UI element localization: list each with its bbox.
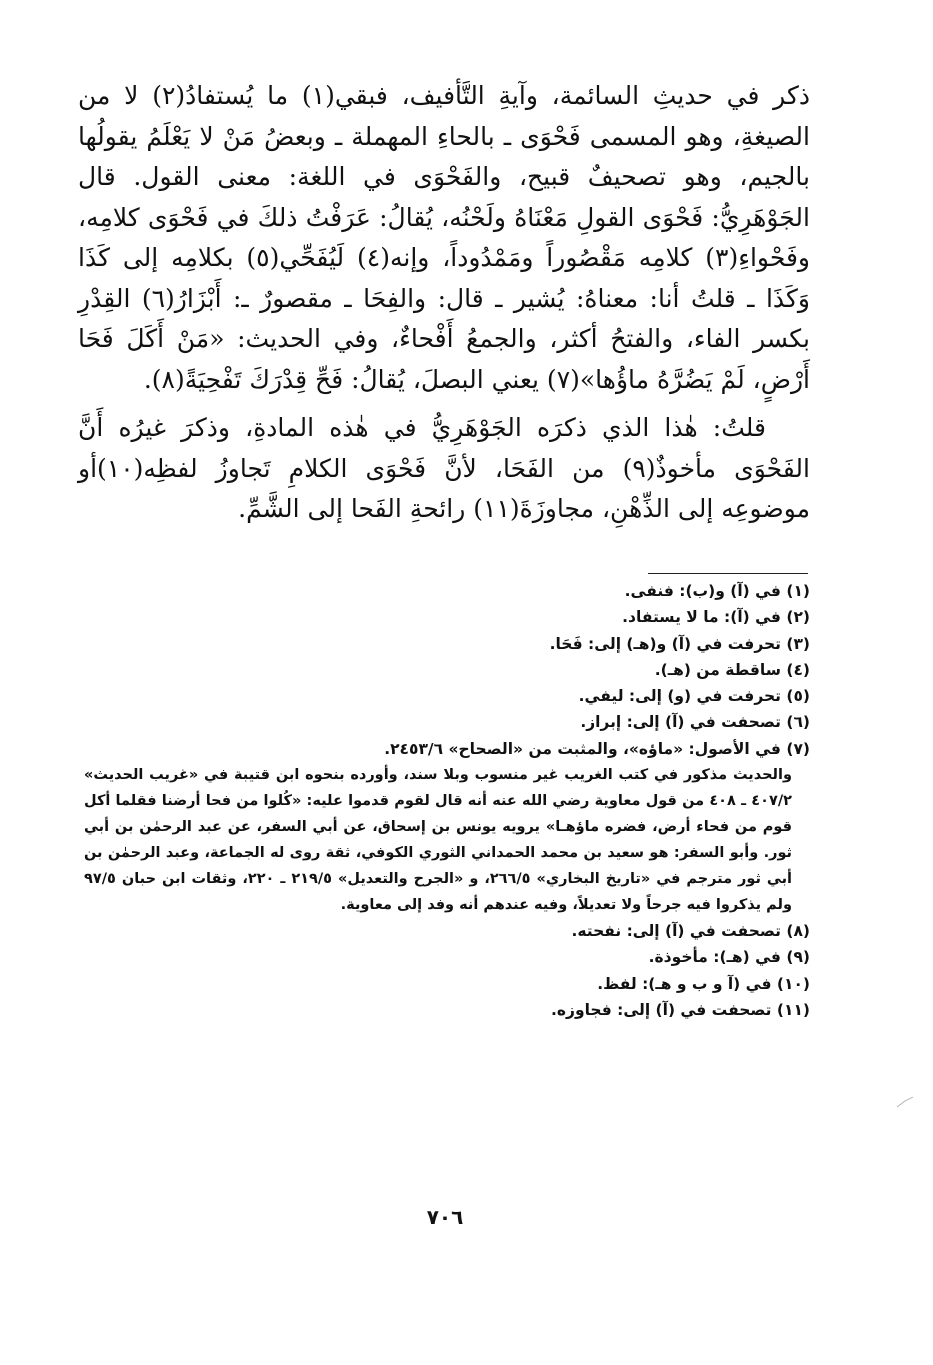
footnote-5: (٥) تحرفت في (و) إلى: ليفي.	[578, 687, 810, 706]
footnote-1: (١) في (آ) و(ب): فنفى.	[624, 582, 810, 600]
footnote-4: (٤) ساقطة من (هـ).	[654, 660, 810, 679]
footnote-7: (٧) في الأصول: «ماؤه»، والمثبت من «الصحاح» ٢٤٥٣/٦.	[384, 739, 810, 758]
footnote-10: (١٠) في (آ و ب و هـ): لفظ.	[597, 974, 810, 993]
footnote-8: (٨) تصحفت في (آ) إلى: نفحته.	[571, 922, 810, 941]
footnote-3: (٣) تحرفت في (آ) و(هـ) إلى: فَحَا.	[549, 634, 810, 653]
footnote-7-detail: والحديث مذكور في كتب الغريب غير منسوب وبلا سند، وأورده بنحوه ابن قتيبة في «غريب الحديث» ٤٠٧/٢ ـ ٤٠٨ من قول معاوية رضي الله عنه أنه قال لقوم قدموا عليه: «كُلوا من فحا أرضنا فقلما أكل قوم من فحاء أرض، فضره ماؤهـا» يرويه يونس بن إسحاق، عن أبي السفر، عن عبد الرحمٰن بن أبي ثور. وأبو السفر: هو سعيد بن محمد الحمداني الثوري الكوفي، ثقة روى له الجماعة، وعبد الرحمٰن بن أبي ثور مترجم في «تاريخ البخاري» ٢٦٦/٥، و «الجرح والتعديل» ٢١٩/٥ ـ ٢٢٠، وثقات ابن حبان ٩٧/٥ ولم يذكروا فيه جرحاً ولا تعديلاً، وفيه عندهم أنه وفد إلى معاوية.	[84, 767, 792, 914]
footnote-separator	[648, 573, 808, 574]
footnote-2: (٢) في (آ): ما لا يستفاد.	[622, 608, 810, 627]
footnote-6: (٦) تصحفت في (آ) إلى: إبراز.	[580, 713, 810, 732]
paragraph-1: ذكر في حديثِ السائمة، وآيةِ التَّأفيف، فبقي(١) ما يُستفادُ(٢) لا من الصيغةِ، وهو المسمى فَحْوَى ـ بالحاءِ المهملة ـ وبعضُ مَنْ لا يَعْلَمُ يقولُها بالجيم، وهو تصحيفٌ قبيح، والفَحْوَى في اللغة: معنى القول. قال الجَوْهَرِيُّ: فَحْوَى القولِ مَعْنَاهُ ولَحْنُه، يُقالُ: عَرَفْتُ ذلكَ في فَحْوَى كلامِه، وفَحْواءِ(٣) كلامِه مَقْصُوراً ومَمْدُوداً، وإنه(٤) لَيُفَحِّي(٥) بكلامِه إلى كَذَا وَكَذَا ـ قلتُ أنا: معناهُ: يُشير ـ قال: والفِحَا ـ مقصورٌ ـ: أَبْزَارُ(٦) القِدْرِ بكسر الفاء، والفتحُ أكثر، والجمعُ أَفْحاءٌ، وفي الحديث: «مَنْ أَكَلَ فَحَا أَرْضٍ، لَمْ يَضُرَّهُ ماؤُها»(٧) يعني البصلَ، يُقالُ: فَحِّ قِدْرَكَ تَفْحِيَةً(٨).	[78, 81, 811, 394]
paragraph-2: قلتُ: هٰذا الذي ذكرَه الجَوْهَرِيُّ في هٰذه المادةِ، وذكرَ غيرُه أَنَّ الفَحْوَى مأخوذٌ(٩) من الفَحَا، لأنَّ فَحْوَى الكلامِ تَجاوزُ لفظِه(١٠)أو موضوعِه إلى الذِّهْنِ، مجاوزَةَ(١١) رائحةِ الفَحا إلى الشَّمِّ.	[78, 413, 810, 523]
main-text	[78, 76, 810, 530]
scan-mark	[896, 1096, 914, 1108]
footnote-11: (١١) تصحفت في (آ) إلى: فجاوزه.	[551, 1000, 810, 1019]
page-number: ٧٠٦	[426, 1205, 464, 1229]
footnotes	[80, 578, 810, 1023]
footnote-9: (٩) في (هـ): مأخوذة.	[648, 948, 810, 967]
